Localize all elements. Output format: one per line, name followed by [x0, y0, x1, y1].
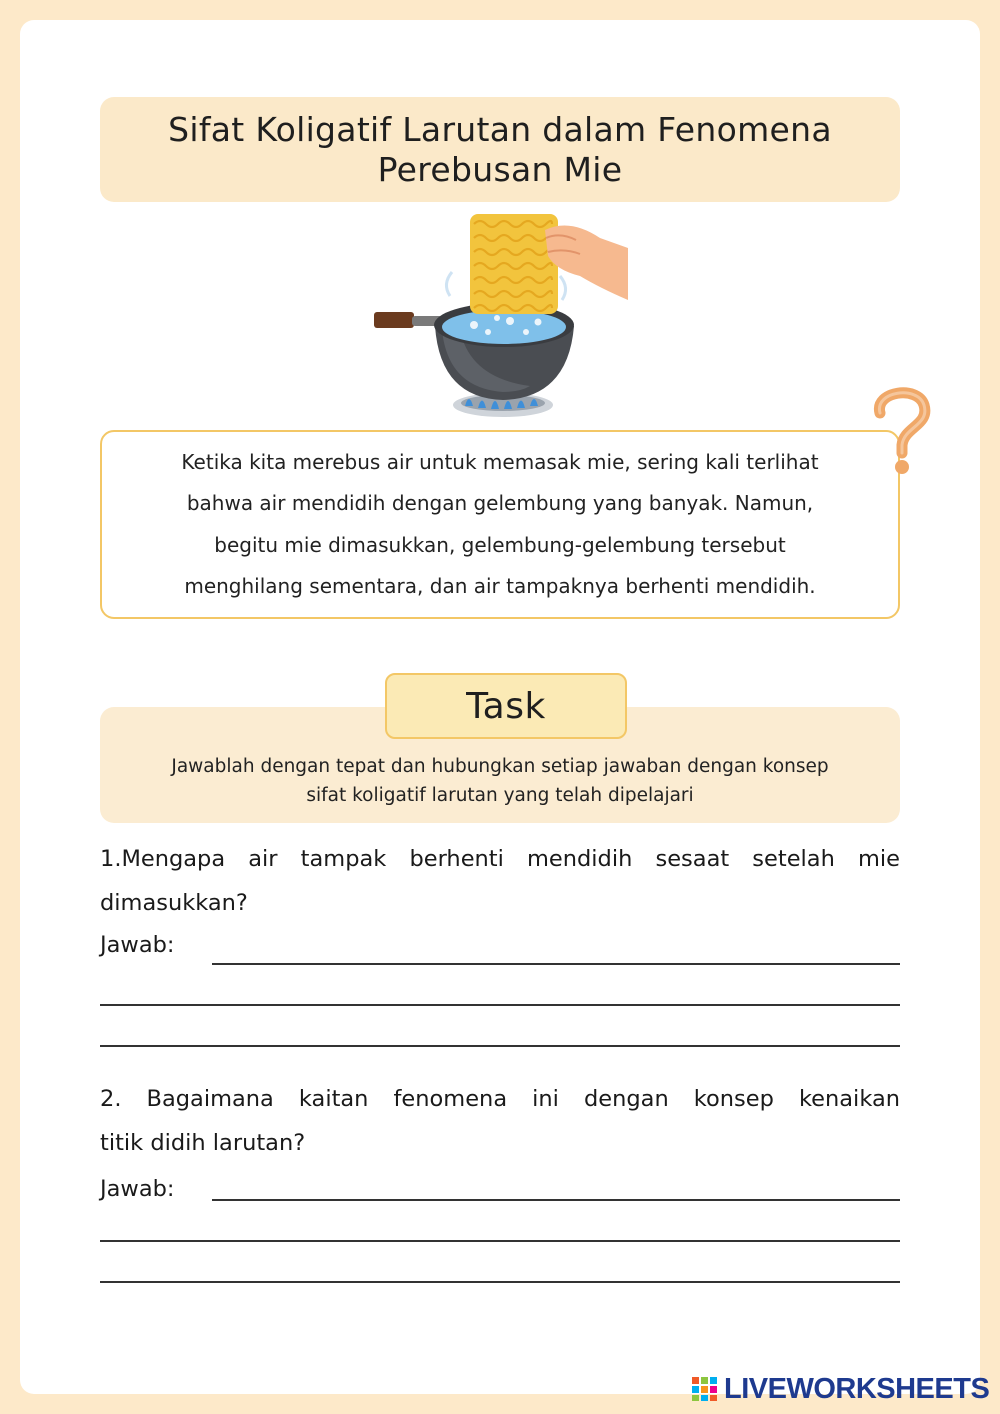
task-label: Task — [385, 673, 627, 739]
answer-label-1: Jawab: — [100, 932, 175, 958]
question-1-line-2: dimasukkan? — [100, 890, 248, 916]
answer-line-1c[interactable] — [100, 1045, 900, 1047]
question-mark-icon — [868, 383, 934, 477]
brand-name: LIVEWORKSHEETS — [724, 1372, 990, 1405]
answer-line-2b[interactable] — [100, 1240, 900, 1242]
liveworksheets-brand[interactable] — [692, 1372, 989, 1406]
liveworksheets-logo-icon — [692, 1377, 718, 1401]
answer-line-1b[interactable] — [100, 1004, 900, 1006]
task-instruction-line: sifat koligatif larutan yang telah dipelajari — [306, 785, 694, 806]
answer-line-2a[interactable] — [212, 1199, 900, 1201]
task-instruction — [100, 752, 900, 810]
question-2-line-1: 2. Bagaimana kaitan fenomena ini dengan konsep kenaikan — [100, 1086, 900, 1112]
story-line: begitu mie dimasukkan, gelembung-gelembung tersebut — [214, 532, 786, 557]
story-line: Ketika kita merebus air untuk memasak mie, sering kali terlihat — [181, 449, 819, 474]
question-1-line-1: 1.Mengapa air tampak berhenti mendidih sesaat setelah mie — [100, 846, 900, 872]
question-1 — [100, 837, 900, 925]
question-2 — [100, 1077, 900, 1165]
story-line: menghilang sementara, dan air tampaknya berhenti mendidih. — [184, 574, 816, 598]
task-instruction-line: Jawablah dengan tepat dan hubungkan setiap jawaban dengan konsep — [171, 756, 829, 777]
title-line-2: Perebusan Mie — [377, 149, 623, 189]
worksheet-title — [100, 97, 900, 202]
title-line-1: Sifat Koligatif Larutan dalam Fenomena — [168, 109, 832, 149]
story-line: bahwa air mendidih dengan gelembung yang banyak. Namun, — [186, 491, 814, 515]
answer-line-1a[interactable] — [212, 963, 900, 965]
noodle-pot-stove-icon — [370, 208, 640, 423]
question-2-line-2: titik didih larutan? — [100, 1130, 306, 1156]
story-box — [100, 430, 900, 619]
answer-label-2: Jawab: — [100, 1176, 175, 1202]
answer-line-2c[interactable] — [100, 1281, 900, 1283]
